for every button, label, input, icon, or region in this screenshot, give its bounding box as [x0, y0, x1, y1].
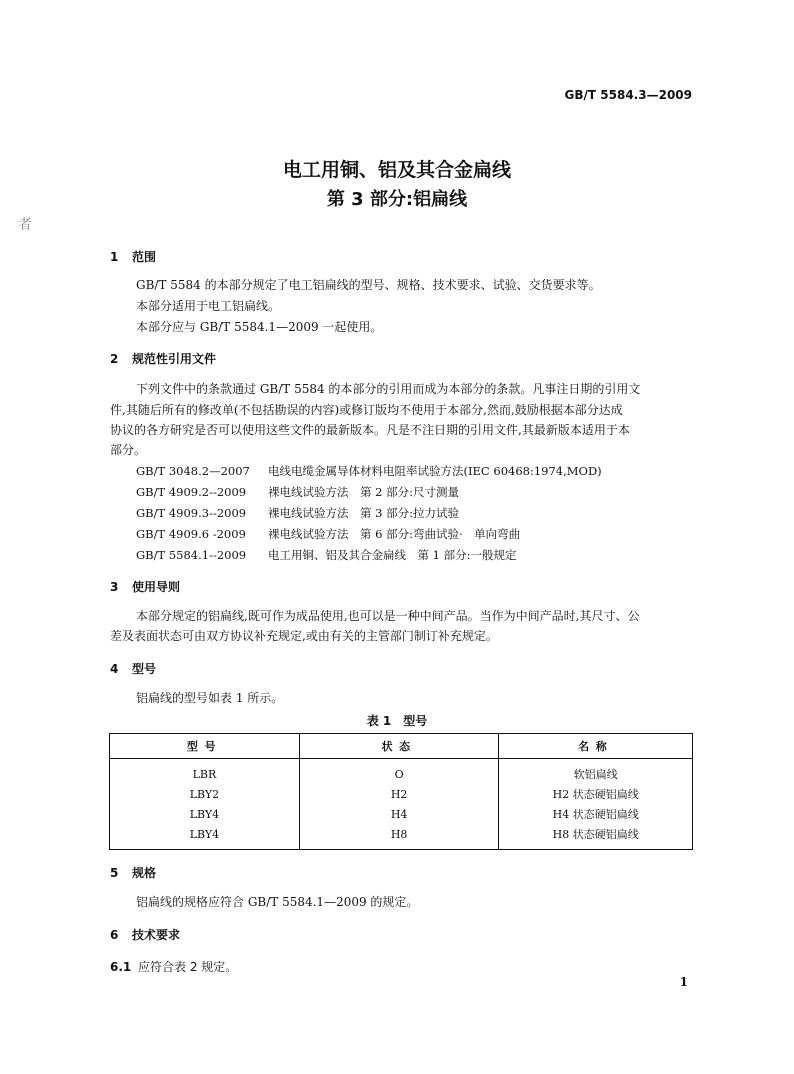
section-1-heading [110, 248, 156, 265]
header-name: 名称 [499, 734, 693, 759]
cell-model: LBR [110, 759, 300, 785]
reference-item [136, 484, 459, 500]
reference-item [136, 547, 517, 563]
cell-name: H8 状态硬铝扁线 [499, 824, 693, 850]
section-2-heading [110, 350, 216, 367]
section-1-paragraph-3: 本部分应与 GB/T 5584.1—2009 一起使用。 [136, 320, 383, 334]
cell-model: LBY4 [110, 804, 300, 824]
reference-item [136, 463, 602, 479]
cell-name: 软铝扁线 [499, 759, 693, 785]
section-number: 4 [110, 662, 119, 676]
section-3-line-1: 本部分规定的铝扁线,既可作为成品使用,也可以是一种中间产品。当作为中间产品时,其尺寸、公 [136, 609, 640, 623]
reference-code: GB/T 4909.3--2009 [136, 506, 247, 520]
table-row [110, 824, 693, 850]
reference-item [136, 526, 520, 542]
reference-title: 裸电线试验方法 第 6 部分:弯曲试验· 单向弯曲 [268, 527, 521, 541]
cell-temper: H2 [299, 784, 498, 804]
section-6-1-clause [110, 958, 237, 975]
reference-title: 电线电缆金属导体材料电阻率试验方法(IEC 60468:1974,MOD) [268, 464, 602, 478]
header-model: 型号 [110, 734, 300, 759]
reference-code: GB/T 4909.2--2009 [136, 485, 247, 499]
cell-temper: H8 [299, 824, 498, 850]
section-3-line-2: 差及表面状态可由双方协议补充规定,或由有关的主管部门制订补充规定。 [110, 629, 498, 643]
reference-item [136, 505, 459, 521]
reference-title: 裸电线试验方法 第 2 部分:尺寸测量 [268, 485, 460, 499]
clause-number: 6.1 [110, 960, 132, 974]
document-subtitle: 第 3 部分:铝扁线 [326, 189, 468, 210]
section-title: 技术要求 [132, 928, 181, 942]
table-row [110, 759, 693, 785]
header-temper: 状态 [299, 734, 498, 759]
section-2-intro-line-4: 部分。 [110, 443, 147, 457]
section-title: 型号 [132, 662, 157, 676]
section-number: 6 [110, 928, 119, 942]
section-number: 3 [110, 580, 119, 594]
standard-number: GB/T 5584.3—2009 [564, 88, 692, 102]
table-row [110, 784, 693, 804]
section-3-heading [110, 578, 180, 595]
section-title: 规范性引用文件 [132, 352, 217, 366]
table-caption: 表 1 型号 [366, 714, 428, 728]
section-1-paragraph-2: 本部分适用于电工铝扁线。 [136, 299, 281, 313]
page-number: 1 [679, 975, 688, 989]
reference-code: GB/T 3048.2—2007 [136, 464, 250, 478]
section-title: 范围 [132, 250, 157, 264]
cell-model: LBY2 [110, 784, 300, 804]
clause-text: 应符合表 2 规定。 [138, 960, 238, 974]
cell-model: LBY4 [110, 824, 300, 850]
section-number: 2 [110, 352, 119, 366]
section-1-paragraph-1: GB/T 5584 的本部分规定了电工铝扁线的型号、规格、技术要求、试验、交货要求等。 [136, 278, 601, 292]
section-title: 规格 [132, 866, 157, 880]
margin-mark: 者 [18, 217, 32, 233]
document-title: 电工用铜、铝及其合金扁线 [282, 159, 511, 181]
model-table [109, 733, 693, 850]
section-number: 5 [110, 866, 119, 880]
section-4-paragraph: 铝扁线的型号如表 1 所示。 [136, 691, 284, 705]
cell-temper: O [299, 759, 498, 785]
section-6-heading [110, 926, 180, 943]
section-5-heading [110, 864, 156, 881]
section-2-intro-line-1: 下列文件中的条款通过 GB/T 5584 的本部分的引用而成为本部分的条款。凡事注日期的引用文 [136, 382, 641, 396]
reference-title: 裸电线试验方法 第 3 部分:拉力试验 [268, 506, 460, 520]
reference-title: 电工用铜、铝及其合金扁线 第 1 部分:一般规定 [268, 548, 517, 562]
cell-name: H2 状态硬铝扁线 [499, 784, 693, 804]
section-2-intro-line-3: 协议的各方研究是否可以使用这些文件的最新版本。凡是不注日期的引用文件,其最新版本适用于本 [110, 423, 630, 437]
reference-code: GB/T 4909.6 -2009 [136, 527, 246, 541]
cell-temper: H4 [299, 804, 498, 824]
section-title: 使用导则 [132, 580, 181, 594]
cell-name: H4 状态硬铝扁线 [499, 804, 693, 824]
table-header-row [110, 734, 693, 759]
section-number: 1 [110, 250, 119, 264]
section-5-paragraph: 铝扁线的规格应符合 GB/T 5584.1—2009 的规定。 [136, 895, 419, 909]
section-4-heading [110, 660, 156, 677]
section-2-intro-line-2: 件,其随后所有的修改单(不包括勘误的内容)或修订版均不使用于本部分,然而,鼓励根据本部分达成 [110, 403, 623, 417]
reference-code: GB/T 5584.1--2009 [136, 548, 247, 562]
table-row [110, 804, 693, 824]
